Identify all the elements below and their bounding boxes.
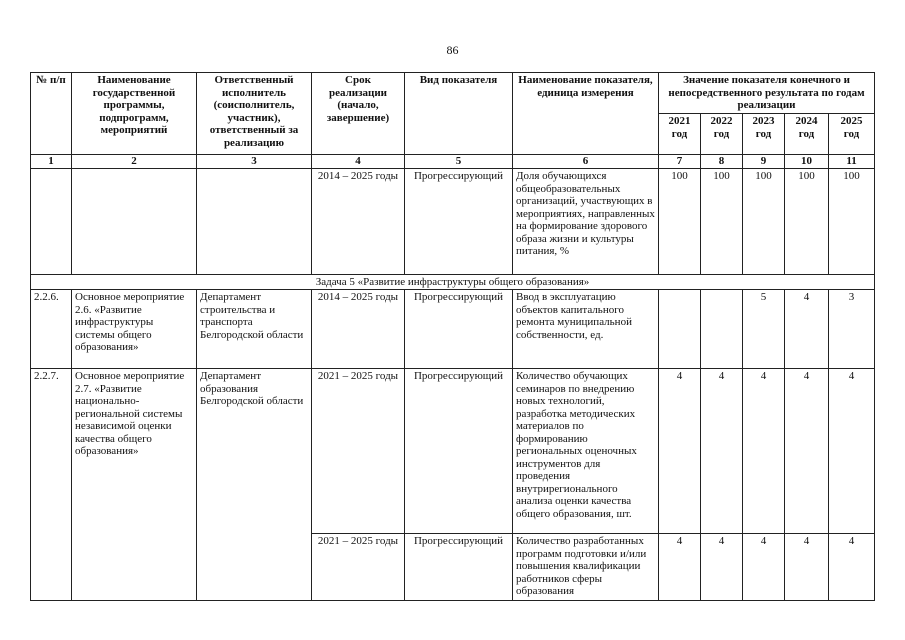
value-2022: 4 <box>701 534 743 601</box>
col-index: 7 <box>659 155 701 169</box>
col-index: 8 <box>701 155 743 169</box>
type-cell: Прогрессирующий <box>405 169 513 275</box>
header-values: Значение показателя конечного и непосредственного результата по годам реализации <box>659 73 875 114</box>
responsible-cell: Департамент образования Белгородской области <box>197 369 312 601</box>
type-cell: Прогрессирующий <box>405 534 513 601</box>
value-2025: 4 <box>829 534 875 601</box>
header-indicator: Наименование показателя, единица измерения <box>513 73 659 155</box>
header-responsible: Ответственный исполнитель (соисполнитель, участник), ответственный за реализацию <box>197 73 312 155</box>
table-row <box>31 369 875 534</box>
value-2022 <box>701 290 743 369</box>
measure-name: Основное мероприятие 2.6. «Развитие инфраструктуры системы общего образования» <box>72 290 197 369</box>
row-number: 2.2.6. <box>31 290 72 369</box>
table-row <box>31 290 875 369</box>
header-name: Наименование государственной программы, подпрограмм, мероприятий <box>72 73 197 155</box>
header-year-2024: 2024 год <box>785 114 829 155</box>
column-index-row <box>31 155 875 169</box>
term-cell: 2014 – 2025 годы <box>312 169 405 275</box>
header-year-2023: 2023 год <box>743 114 785 155</box>
responsible-cell: Департамент строительства и транспорта Белгородской области <box>197 290 312 369</box>
value-2021 <box>659 290 701 369</box>
value-2023: 100 <box>743 169 785 275</box>
indicator-cell: Количество разработанных программ подготовки и/или повышения квалификации работников сферы образования <box>513 534 659 601</box>
value-2023: 5 <box>743 290 785 369</box>
value-2024: 4 <box>785 534 829 601</box>
type-cell: Прогрессирующий <box>405 369 513 534</box>
col-index: 4 <box>312 155 405 169</box>
header-term: Срок реализации (начало, завершение) <box>312 73 405 155</box>
value-2024: 4 <box>785 369 829 534</box>
header-no: № п/п <box>31 73 72 155</box>
value-2025: 100 <box>829 169 875 275</box>
value-2025: 4 <box>829 369 875 534</box>
term-cell: 2014 – 2025 годы <box>312 290 405 369</box>
col-index: 10 <box>785 155 829 169</box>
indicators-table <box>30 72 875 601</box>
value-2022: 100 <box>701 169 743 275</box>
row-number: 2.2.7. <box>31 369 72 601</box>
col-index: 5 <box>405 155 513 169</box>
value-2021: 4 <box>659 369 701 534</box>
indicator-cell: Количество обучающих семинаров по внедрению новых технологий, разработка методических материалов по формированию региональных оценочных инструментов для проведения внутрирегионального анализа оценки качества общего образования, шт. <box>513 369 659 534</box>
term-cell: 2021 – 2025 годы <box>312 369 405 534</box>
indicator-cell: Ввод в эксплуатацию объектов капитального ремонта муниципальной собственности, ед. <box>513 290 659 369</box>
value-2021: 4 <box>659 534 701 601</box>
col-index: 2 <box>72 155 197 169</box>
value-2024: 100 <box>785 169 829 275</box>
measure-name: Основное мероприятие 2.7. «Развитие национально-региональной системы независимой оценки качества общего образования» <box>72 369 197 601</box>
type-cell: Прогрессирующий <box>405 290 513 369</box>
col-index: 1 <box>31 155 72 169</box>
header-year-2025: 2025 год <box>829 114 875 155</box>
value-2022: 4 <box>701 369 743 534</box>
task-title: Задача 5 «Развитие инфраструктуры общего образования» <box>31 275 875 290</box>
header-year-2022: 2022 год <box>701 114 743 155</box>
header-row <box>31 73 875 114</box>
value-2025: 3 <box>829 290 875 369</box>
col-index: 6 <box>513 155 659 169</box>
value-2024: 4 <box>785 290 829 369</box>
value-2023: 4 <box>743 369 785 534</box>
table-row <box>31 169 875 275</box>
value-2021: 100 <box>659 169 701 275</box>
header-year-2021: 2021 год <box>659 114 701 155</box>
col-index: 9 <box>743 155 785 169</box>
value-2023: 4 <box>743 534 785 601</box>
col-index: 11 <box>829 155 875 169</box>
indicator-cell: Доля обучающихся общеобразовательных организаций, участвующих в мероприятиях, направленных на формирование здорового образа жизни и культуры питания, % <box>513 169 659 275</box>
header-type: Вид показателя <box>405 73 513 155</box>
task-row <box>31 275 875 290</box>
col-index: 3 <box>197 155 312 169</box>
term-cell: 2021 – 2025 годы <box>312 534 405 601</box>
page-number: 86 <box>446 43 459 57</box>
